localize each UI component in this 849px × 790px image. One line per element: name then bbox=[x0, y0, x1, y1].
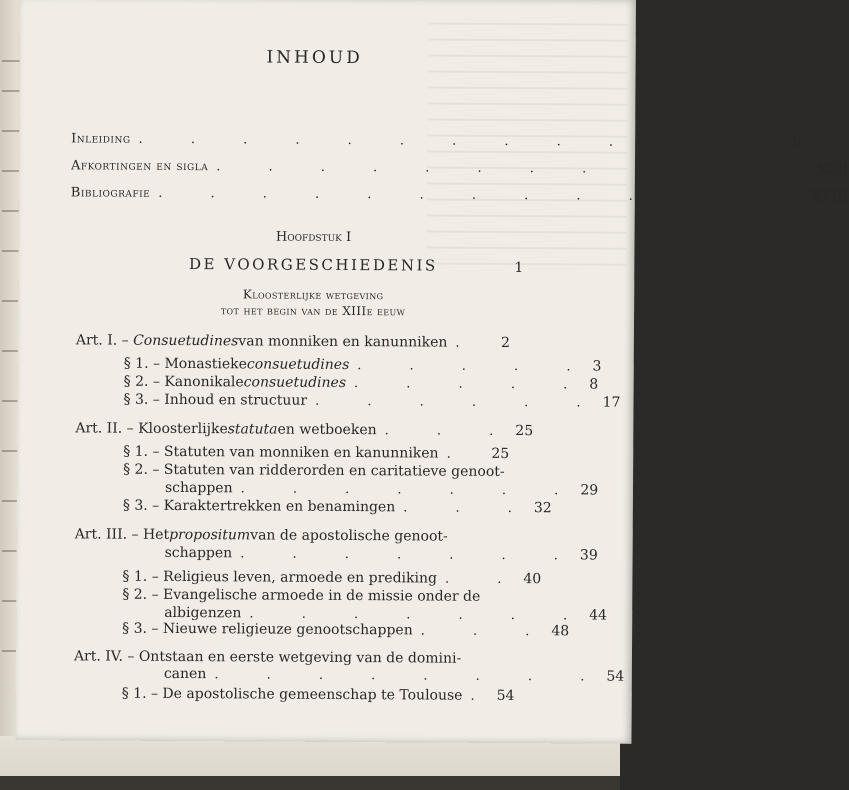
article-number: Art. III. – bbox=[74, 526, 139, 543]
article-number: Art. I. – bbox=[75, 332, 129, 349]
toc-entry-inleiding bbox=[71, 130, 803, 151]
article-4 bbox=[74, 648, 508, 667]
article-title: en wetboeken bbox=[277, 421, 377, 439]
section-page: 32 bbox=[533, 500, 552, 517]
section-1-2 bbox=[123, 373, 599, 393]
dot-leader: . . . . . bbox=[353, 376, 590, 393]
section-3-3 bbox=[122, 620, 570, 640]
section-title: Inhoud en structuur bbox=[164, 391, 308, 409]
article-title-italic: statuta bbox=[227, 421, 278, 438]
section-page: 3 bbox=[592, 358, 602, 375]
section-title-italic: consuetudines bbox=[243, 374, 347, 391]
dot-leader: . bbox=[455, 335, 482, 351]
section-number: § 2. – bbox=[123, 373, 160, 390]
section-number: § 1. – bbox=[123, 355, 161, 372]
section-1-1 bbox=[123, 355, 602, 375]
article-page: 25 bbox=[515, 423, 534, 440]
section-number: § 3. – bbox=[122, 620, 159, 637]
section-title-italic: consuetudines bbox=[246, 356, 350, 374]
section-page: 17 bbox=[602, 394, 621, 411]
article-title: Het bbox=[142, 526, 170, 543]
section-4-1 bbox=[121, 685, 515, 705]
section-page: 44 bbox=[589, 607, 608, 624]
article-page: 2 bbox=[500, 334, 510, 351]
dot-leader: . . bbox=[444, 571, 524, 588]
section-title-cont: schappen bbox=[164, 479, 233, 497]
section-title: Religieus leven, armoede en prediking bbox=[163, 568, 438, 587]
dot-leader: . . . . . . . . bbox=[214, 667, 607, 685]
section-2-1 bbox=[123, 444, 509, 462]
section-title: Kanonikale bbox=[164, 373, 244, 391]
dot-leader: . . . . . . . bbox=[240, 546, 580, 564]
section-2-2 bbox=[123, 462, 509, 480]
article-number: Art. IV. – bbox=[73, 648, 135, 665]
article-3 bbox=[75, 526, 509, 545]
section-page: 40 bbox=[523, 571, 542, 588]
dot-leader: . bbox=[446, 446, 473, 462]
article-title-cont: canen bbox=[163, 665, 207, 683]
section-1-3 bbox=[123, 391, 621, 411]
section-title: Karaktertrekken en benamingen bbox=[163, 497, 396, 516]
dot-leader: . . . bbox=[384, 423, 516, 440]
dot-leader: . . . bbox=[420, 623, 552, 640]
article-title-italic: propositum bbox=[169, 526, 251, 544]
section-title: Statuten van ridderorden en caritatieve genoot- bbox=[163, 461, 505, 480]
entry-label: Inleiding bbox=[71, 131, 131, 147]
section-title: Nieuwe religieuze genootschappen bbox=[162, 620, 413, 639]
dot-leader: . . . . . . . bbox=[249, 606, 590, 624]
section-title-cont: albigenzen bbox=[164, 604, 242, 622]
entry-label: Bibliografie bbox=[70, 185, 151, 201]
section-page: 54 bbox=[496, 687, 515, 705]
table-surface bbox=[0, 776, 620, 790]
article-2 bbox=[75, 420, 534, 440]
section-3-1 bbox=[122, 568, 542, 588]
article-title-italic: Consuetudines bbox=[133, 332, 239, 350]
entry-label: Afkortingen en sigla bbox=[70, 158, 209, 175]
section-title: Evangelische armoede in de missie onder de bbox=[163, 586, 481, 605]
article-3-cont bbox=[164, 544, 598, 564]
chapter-subtitle-line1: Kloosterlijke wetgeving bbox=[242, 287, 384, 303]
section-number: § 2. – bbox=[123, 461, 160, 478]
section-title: De apostolische gemeenschap te Toulouse bbox=[162, 685, 463, 704]
section-page: 8 bbox=[589, 376, 599, 393]
dot-leader: . . . bbox=[403, 500, 534, 517]
article-4-cont bbox=[163, 665, 625, 685]
article-title: van monniken en kanunniken bbox=[238, 333, 448, 351]
section-2-3 bbox=[122, 497, 552, 517]
article-title: Kloosterlijke bbox=[138, 420, 228, 438]
dot-leader: . . . . . bbox=[357, 358, 593, 375]
section-number: § 3. – bbox=[122, 497, 160, 514]
chapter-label: Hoofdstuk I bbox=[275, 229, 352, 246]
entry-page: XXIII bbox=[811, 188, 849, 206]
dot-leader: . . . . . . . bbox=[240, 481, 581, 499]
article-number: Art. II. – bbox=[75, 420, 134, 437]
dot-leader: . . . . . . . . . . . . . bbox=[158, 185, 812, 205]
chapter-subtitle-line2: tot het begin van de XIIIe eeuw bbox=[220, 303, 406, 319]
article-page: 39 bbox=[579, 547, 598, 564]
section-title: Monastieke bbox=[164, 355, 247, 373]
chapter-page: 1 bbox=[514, 260, 524, 277]
article-page: 54 bbox=[606, 668, 625, 685]
section-number: § 2. – bbox=[122, 586, 159, 603]
article-title-cont: schappen bbox=[164, 544, 233, 562]
toc-entry-afkortingen bbox=[70, 157, 849, 179]
section-number: § 1. – bbox=[123, 443, 160, 460]
section-number: § 1. – bbox=[122, 568, 159, 585]
section-number: § 1. – bbox=[121, 685, 159, 702]
section-3-2 bbox=[122, 587, 508, 605]
chapter-name: DE VOORGESCHIEDENIS bbox=[188, 255, 438, 275]
dot-leader: . . . . . . bbox=[315, 393, 603, 411]
dot-leader: . bbox=[470, 688, 497, 704]
page-title: INHOUD bbox=[266, 47, 363, 69]
section-title: Statuten van monniken en kanunniken bbox=[163, 443, 439, 462]
toc-entry-bibliografie bbox=[70, 184, 849, 206]
article-1 bbox=[76, 332, 510, 351]
dot-leader: . . . . . . . . . . . . bbox=[216, 159, 818, 178]
dot-leader: . . . . . . . . . . . . . bbox=[138, 131, 792, 151]
toc-page bbox=[15, 0, 849, 744]
section-page: 25 bbox=[491, 445, 510, 462]
section-2-2-cont bbox=[164, 479, 599, 499]
entry-page: XXII bbox=[817, 161, 849, 179]
section-number: § 3. – bbox=[123, 391, 160, 408]
section-page: 29 bbox=[580, 482, 599, 499]
section-page: 48 bbox=[551, 623, 570, 640]
entry-page: V bbox=[791, 134, 803, 151]
article-title: Ontstaan en eerste wetgeving van de domini- bbox=[138, 648, 462, 667]
article-title: van de apostolische genoot- bbox=[250, 527, 448, 545]
